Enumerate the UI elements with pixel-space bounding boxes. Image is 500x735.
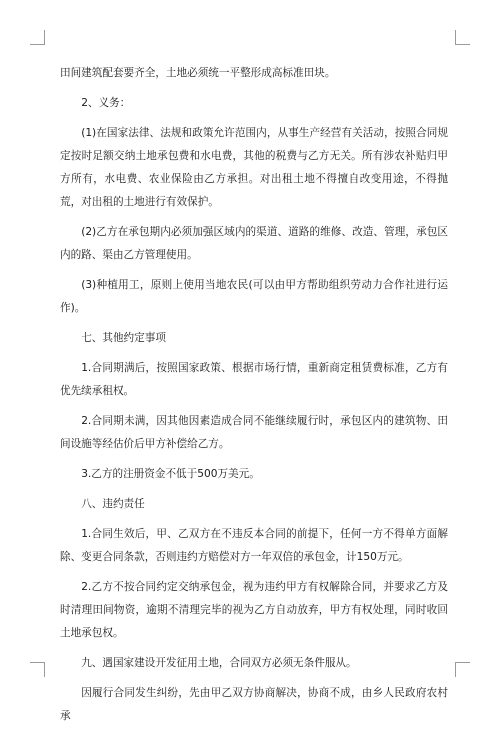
crop-mark-top-right bbox=[455, 30, 470, 45]
paragraph: 因履行合同发生纠纷，先由甲乙双方协商解决，协商不成，由乡人民政府农村承 bbox=[60, 687, 448, 722]
paragraph: (2)乙方在承包期内必须加强区域内的渠道、道路的维修、改造、管理，承包区内的路、渠由乙方管理使用。 bbox=[60, 226, 448, 261]
document-body bbox=[60, 62, 448, 735]
paragraph: 田间建筑配套要齐全，土地必须统一平整形成高标准田块。 bbox=[60, 67, 336, 79]
crop-mark-bottom-right bbox=[455, 662, 470, 677]
paragraph: 1.合同生效后，甲、乙双方在不违反本合同的前提下，任何一方不得单方面解除、变更合同条款，否则违约方赔偿对方一年双倍的承包金，计150万元。 bbox=[60, 528, 448, 563]
paragraph: 2.乙方不按合同约定交纳承包金，视为违约甲方有权解除合同，并要求乙方及时清理田间物资，逾期不清理完毕的视为乙方自动放弃，甲方有权处理，同时收回土地承包权。 bbox=[60, 581, 448, 639]
paragraph: 2.合同期未满，因其他因素造成合同不能继续履行时，承包区内的建筑物、田间设施等经估价后甲方补偿给乙方。 bbox=[60, 415, 448, 450]
paragraph: (3)种植用工，原则上使用当地农民(可以由甲方帮助组织劳动力合作社进行运作)。 bbox=[60, 279, 448, 314]
section-heading: 2、义务： bbox=[81, 97, 131, 109]
paragraph: 3.乙方的注册资金不低于500万美元。 bbox=[81, 468, 260, 480]
paragraph: 1.合同期满后，按照国家政策、根据市场行情，重新商定租赁费标准，乙方有优先续承租权。 bbox=[60, 362, 448, 397]
section-heading: 八、违约责任 bbox=[81, 498, 145, 510]
crop-mark-top-left bbox=[30, 30, 45, 45]
section-heading: 九、遇国家建设开发征用土地，合同双方必须无条件服从。 bbox=[81, 657, 357, 669]
section-heading: 七、其他约定事项 bbox=[81, 332, 166, 344]
crop-mark-bottom-left bbox=[30, 662, 45, 677]
paragraph: (1)在国家法律、法规和政策允许范围内，从事生产经营有关活动，按照合同规定按时足额交纳土地承包费和水电费，其他的税费与乙方无关。所有涉农补贴归甲方所有，水电费、农业保险由乙方承担。对出租土地不得擅自改变用途，不得抛荒，对出租的土地进行有效保护。 bbox=[60, 127, 448, 208]
